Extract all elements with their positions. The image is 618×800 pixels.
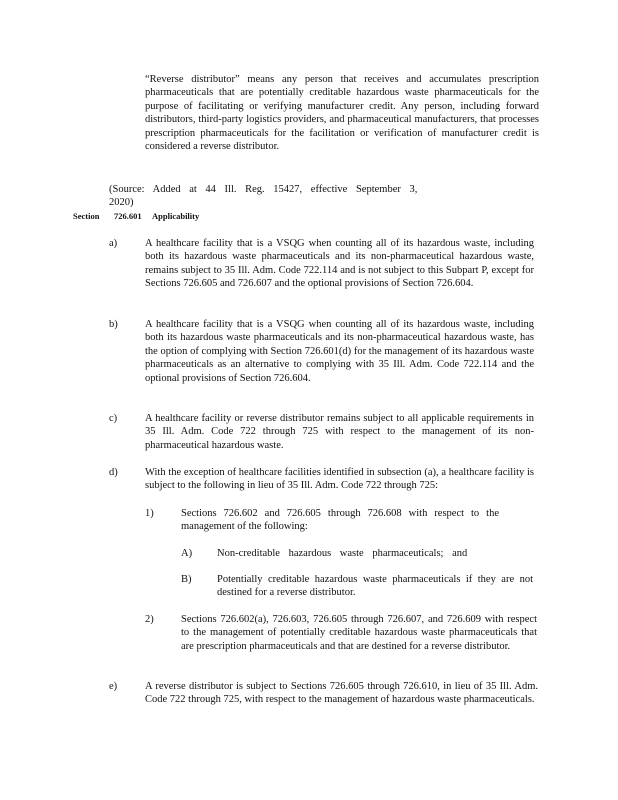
section-word: Section [73, 211, 100, 221]
item-b-label: b) [109, 319, 118, 330]
section-title: Applicability [152, 211, 200, 221]
item-d2-text: Sections 726.602(a), 726.603, 726.605 through 726.607, and 726.609 with respect to the management of potentially creditable hazardous waste pharmaceuticals that are prescription pharmaceuticals and that are destined for a reverse distributor. [181, 614, 537, 652]
item-e-label: e) [109, 681, 118, 692]
item-a-label: a) [109, 238, 118, 249]
item-d1b-text: Potentially creditable hazardous waste pharmaceuticals if they are not destined for a reverse distributor. [217, 574, 533, 599]
item-d-label: d) [109, 467, 118, 478]
item-d1-label: 1) [145, 508, 154, 519]
section-number: 726.601 [114, 211, 142, 221]
item-d2-label: 2) [145, 614, 154, 625]
reverse-distributor-definition: “Reverse distributor” means any person that receives and accumulates prescription pharmaceuticals that are potentially creditable hazardous waste pharmaceuticals for the purpose of facilitating or verifying manufacturer credit. Any person, including forward distributors, third-party logistics providers, and pharmaceutical manufacturers, that processes prescription pharmaceuticals for the facilitation or verification of manufacturer credit is considered a reverse distributor. [145, 74, 539, 153]
item-a-text: A healthcare facility that is a VSQG when counting all of its hazardous waste, including both its hazardous waste pharmaceuticals and its non-pharmaceutical hazardous waste, remains subject to 35 Ill. Adm. Code 722.114 and is not subject to this Subpart P, except for Sections 726.605 and 726.607 and the optional provisions of Section 726.604. [145, 238, 534, 290]
item-e-text: A reverse distributor is subject to Sections 726.605 through 726.610, in lieu of 35 Ill. Adm. Code 722 through 725, with respect to the management of hazardous waste pharmaceuticals. [145, 681, 538, 706]
item-d1a-text: Non-creditable hazardous waste pharmaceuticals; and [217, 548, 468, 559]
item-c-text: A healthcare facility or reverse distributor remains subject to all applicable requirements in 35 Ill. Adm. Code 722 through 725 with respect to the management of its non-pharmaceutical hazardous waste. [145, 413, 534, 451]
source-note: (Source: Added at 44 Ill. Reg. 15427, effective September 3, 2020) [109, 184, 418, 209]
item-d1-text: Sections 726.602 and 726.605 through 726.608 with respect to the management of the following: [181, 508, 499, 533]
item-d1a-label: A) [181, 548, 193, 559]
item-d-text: With the exception of healthcare facilities identified in subsection (a), a healthcare facility is subject to the following in lieu of 35 Ill. Adm. Code 722 through 725: [145, 467, 534, 492]
item-b-text: A healthcare facility that is a VSQG when counting all of its hazardous waste, including both its hazardous waste pharmaceuticals and its non-pharmaceutical hazardous waste, has the option of complying with Section 726.601(d) for the management of its hazardous waste pharmaceuticals as an alternative to complying with 35 Ill. Adm. Code 722.114 and the optional provisions of Section 726.604. [145, 319, 534, 384]
item-d1b-label: B) [181, 574, 192, 585]
item-c-label: c) [109, 413, 118, 424]
